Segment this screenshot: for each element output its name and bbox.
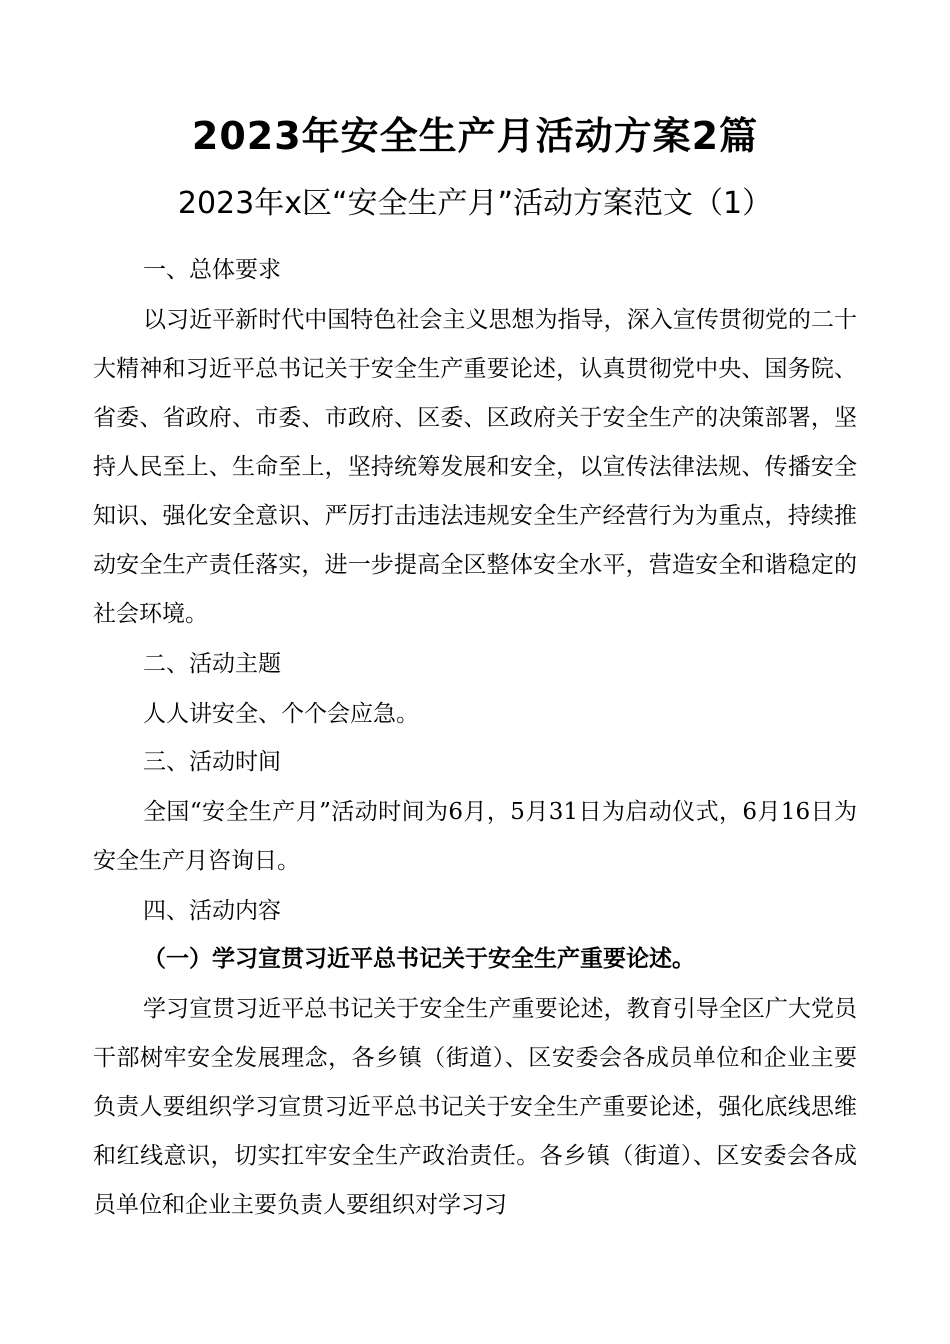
- section-paragraph-study: 学习宣贯习近平总书记关于安全生产重要论述，教育引导全区广大党员干部树牢安全发展理念，各乡镇（街道）、区安委会各成员单位和企业主要负责人要组织学习宣贯习近平总书记关于安全生产重要论述，强化底线思维和红线意识，切实扛牢安全生产政治责任。各乡镇（街道）、区安委会各成员单位和企业主要负责人要组织对学习习: [93, 996, 857, 1218]
- document-title: 2023年安全生产月活动方案2篇: [191, 114, 759, 158]
- document-subtitle: 2023年x区“安全生产月”活动方案范文（1）: [177, 186, 773, 221]
- section-heading-activity-content: 四、活动内容: [143, 898, 281, 924]
- section-paragraph-activity-time: 全国“安全生产月”活动时间为6月，5月31日为启动仪式，6月16日为安全生产月咨询日。: [93, 799, 857, 874]
- section-subheading-study: （一）学习宣贯习近平总书记关于安全生产重要论述。: [143, 946, 695, 972]
- section-heading-activity-theme: 二、活动主题: [143, 651, 281, 677]
- section-paragraph-general-requirements: 以习近平新时代中国特色社会主义思想为指导，深入宣传贯彻党的二十大精神和习近平总书记关于安全生产重要论述，认真贯彻党中央、国务院、省委、省政府、市委、市政府、区委、区政府关于安全生产的决策部署，坚持人民至上、生命至上，坚持统筹发展和安全，以宣传法律法规、传播安全知识、强化安全意识、严厉打击违法违规安全生产经营行为为重点，持续推动安全生产责任落实，进一步提高全区整体安全水平，营造安全和谐稳定的社会环境。: [93, 307, 857, 627]
- section-paragraph-activity-theme: 人人讲安全、个个会应急。: [143, 701, 419, 727]
- section-heading-general-requirements: 一、总体要求: [143, 257, 281, 283]
- section-heading-activity-time: 三、活动时间: [143, 749, 281, 775]
